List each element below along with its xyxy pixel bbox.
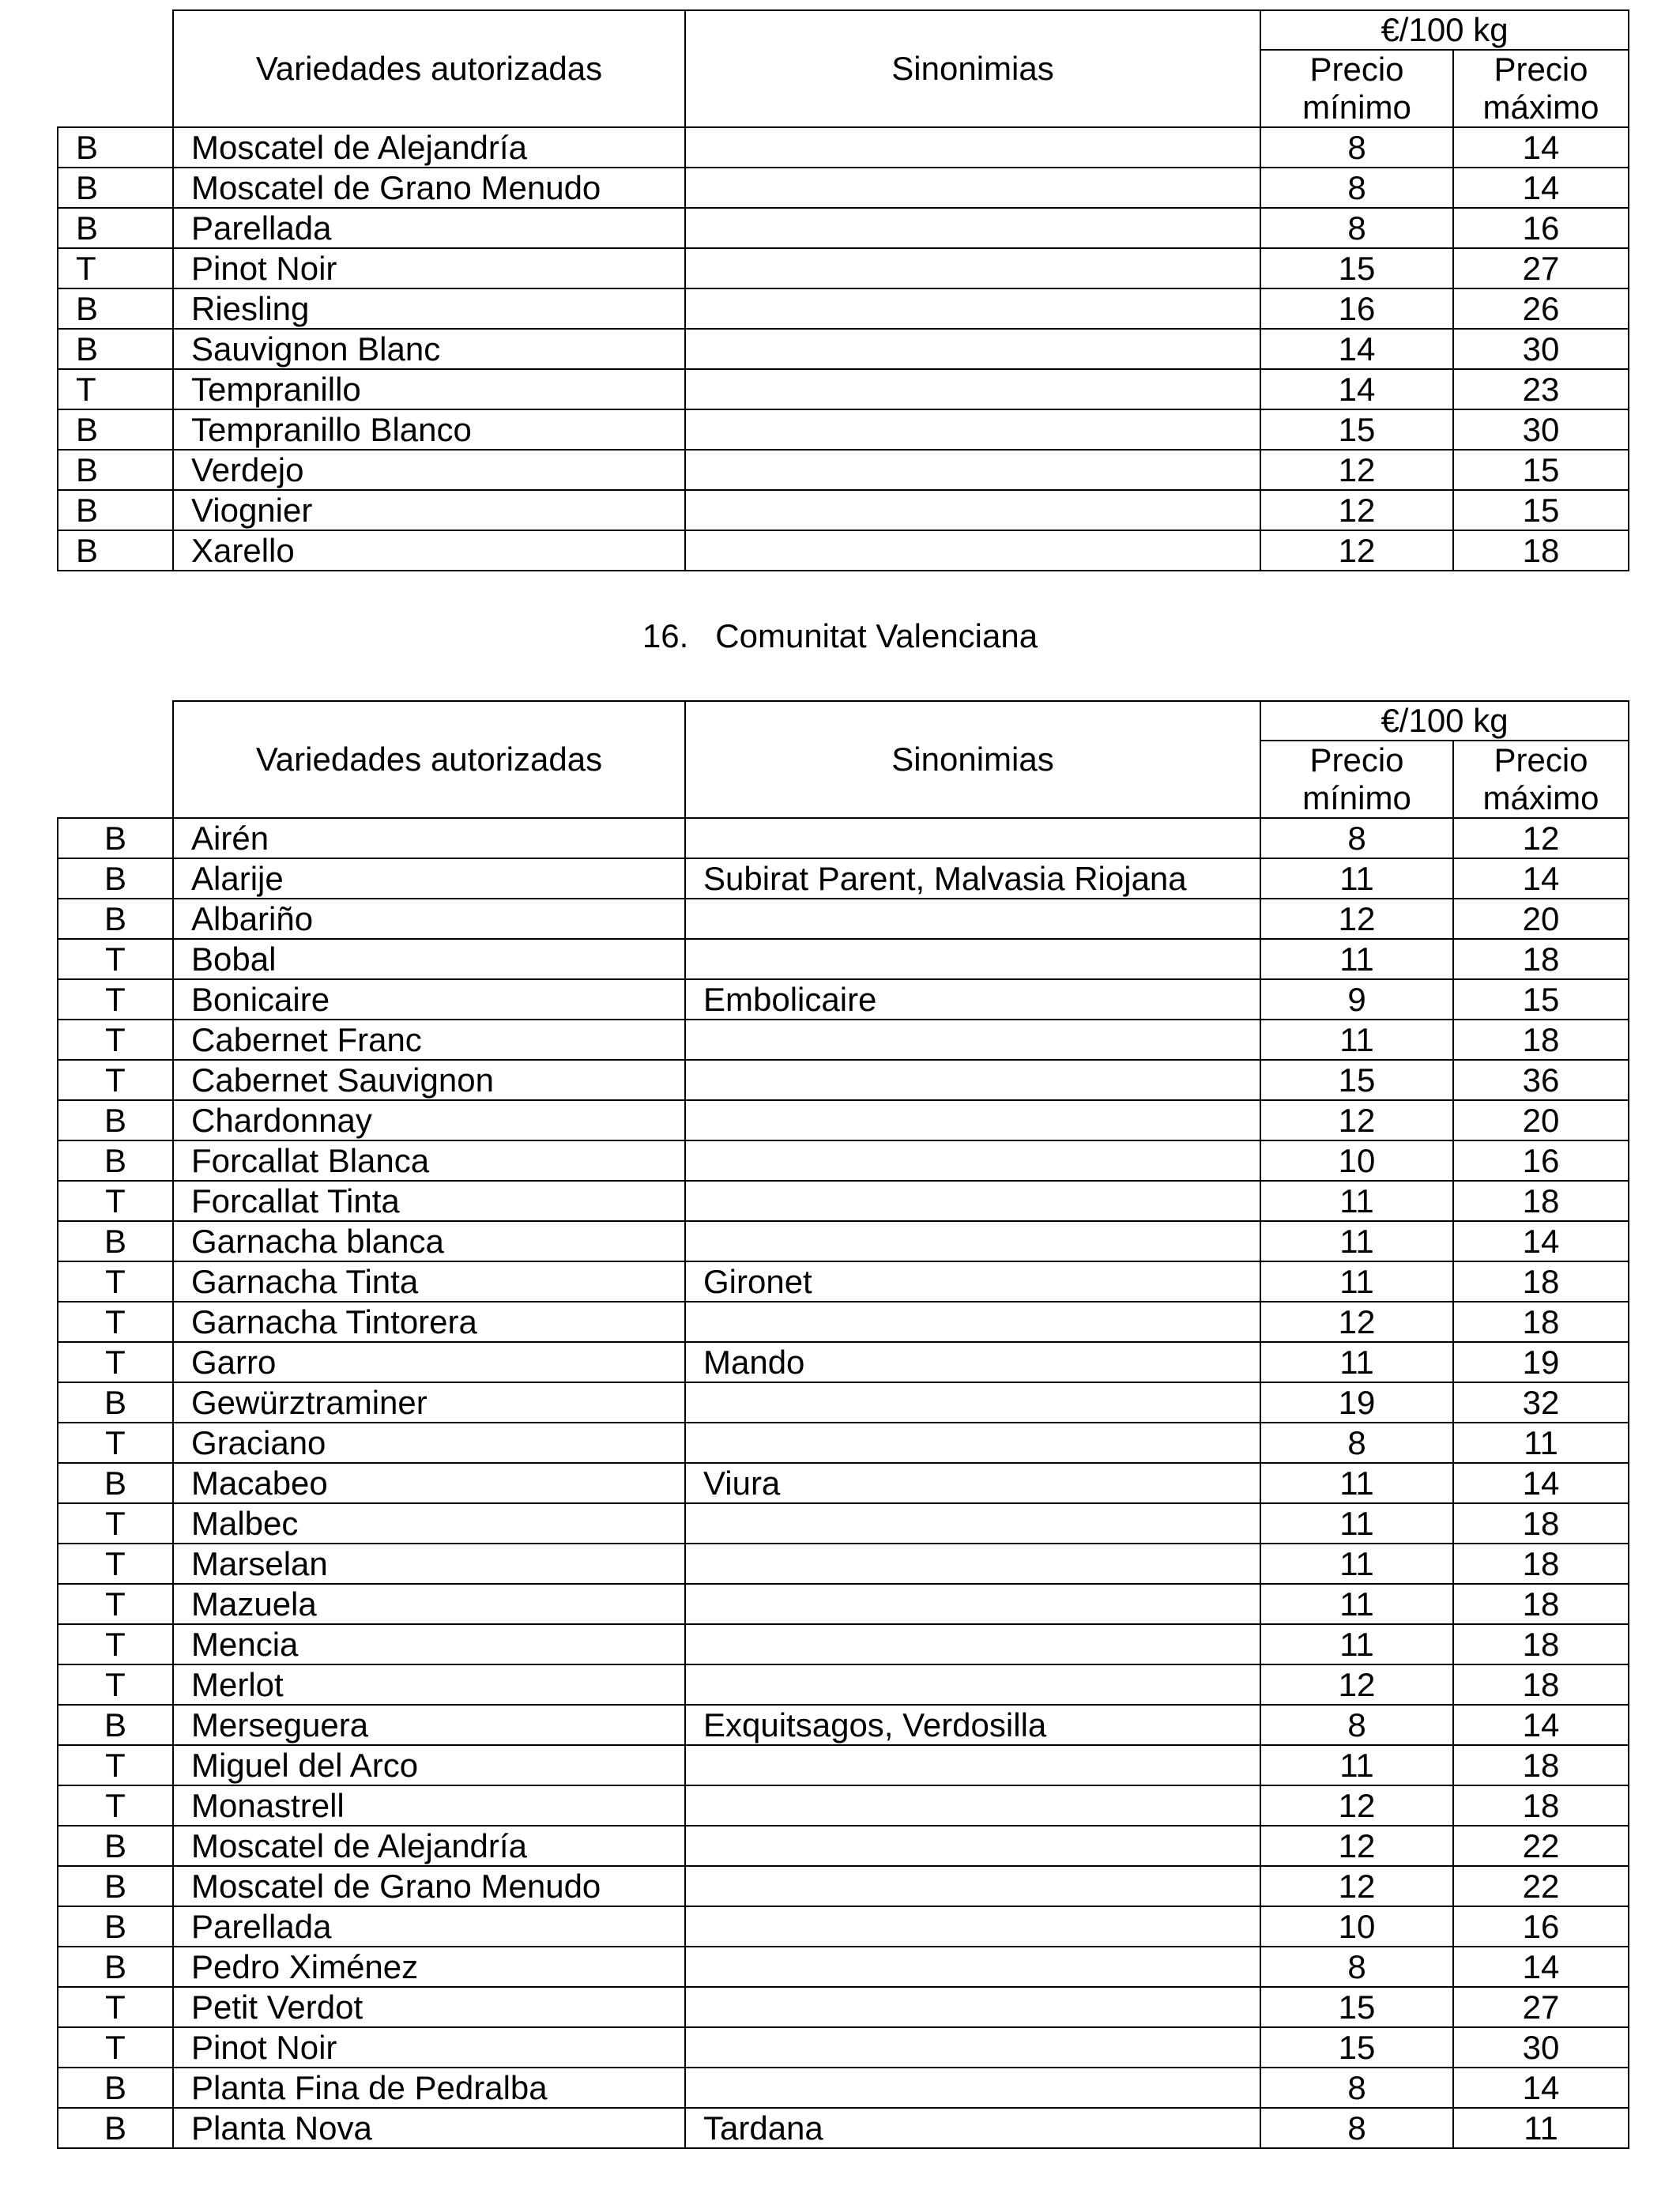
max-price-cell: 14: [1453, 2068, 1629, 2108]
table-row: [58, 939, 1629, 979]
max-price-cell: 14: [1453, 127, 1629, 168]
max-price-cell: 18: [1453, 1544, 1629, 1584]
class-cell: T: [58, 1785, 173, 1826]
synonym-cell: [685, 1664, 1260, 1705]
synonym-cell: [685, 818, 1260, 858]
max-price-cell: 16: [1453, 208, 1629, 248]
max-price-cell: 14: [1453, 168, 1629, 208]
variety-cell: Bonicaire: [173, 979, 685, 1020]
max-price-cell: 16: [1453, 1906, 1629, 1947]
max-price-cell: 30: [1453, 409, 1629, 450]
table-row: [58, 1020, 1629, 1060]
class-cell: B: [58, 1463, 173, 1503]
table-row: [58, 208, 1629, 248]
max-price-cell: 14: [1453, 1463, 1629, 1503]
min-price-cell: 12: [1260, 490, 1453, 530]
max-price-cell: 26: [1453, 288, 1629, 329]
synonym-cell: [685, 127, 1260, 168]
min-price-cell: 11: [1260, 1020, 1453, 1060]
max-price-cell: 22: [1453, 1826, 1629, 1866]
max-price-cell: 15: [1453, 490, 1629, 530]
min-price-cell: 12: [1260, 899, 1453, 939]
table-row: [58, 858, 1629, 899]
synonym-cell: Tardana: [685, 2108, 1260, 2148]
price-group-header: €/100 kg: [1260, 10, 1629, 50]
min-price-cell: 15: [1260, 1060, 1453, 1100]
class-cell: T: [58, 939, 173, 979]
variety-cell: Gewürztraminer: [173, 1382, 685, 1423]
class-cell: B: [58, 858, 173, 899]
variety-cell: Moscatel de Grano Menudo: [173, 1866, 685, 1906]
table-row: [58, 1745, 1629, 1785]
synonym-header: Sinonimias: [685, 701, 1260, 818]
synonym-cell: [685, 2027, 1260, 2068]
min-price-cell: 9: [1260, 979, 1453, 1020]
class-cell: B: [58, 208, 173, 248]
table-row: [58, 2068, 1629, 2108]
table-row: [58, 369, 1629, 409]
max-price-cell: 20: [1453, 899, 1629, 939]
min-price-cell: 12: [1260, 1664, 1453, 1705]
min-price-cell: 11: [1260, 1181, 1453, 1221]
variety-cell: Tempranillo: [173, 369, 685, 409]
class-header-cell: [58, 701, 173, 818]
synonym-cell: [685, 1947, 1260, 1987]
min-price-cell: 12: [1260, 530, 1453, 571]
variety-cell: Garnacha blanca: [173, 1221, 685, 1261]
class-cell: T: [58, 1624, 173, 1664]
table-row: [58, 1785, 1629, 1826]
table-row: [58, 1906, 1629, 1947]
class-cell: B: [58, 1221, 173, 1261]
min-price-cell: 15: [1260, 2027, 1453, 2068]
variety-header: Variedades autorizadas: [173, 10, 685, 127]
min-price-cell: 8: [1260, 168, 1453, 208]
max-price-header: Precio máximo: [1453, 50, 1629, 127]
min-price-cell: 11: [1260, 1463, 1453, 1503]
max-price-cell: 30: [1453, 329, 1629, 369]
min-price-cell: 14: [1260, 369, 1453, 409]
class-cell: T: [58, 248, 173, 288]
price-group-header: €/100 kg: [1260, 701, 1629, 741]
min-price-cell: 10: [1260, 1906, 1453, 1947]
table-row: [58, 2027, 1629, 2068]
synonym-cell: [685, 899, 1260, 939]
table-row: [58, 1100, 1629, 1140]
class-cell: B: [58, 490, 173, 530]
table-row: [58, 1342, 1629, 1382]
class-cell: T: [58, 1423, 173, 1463]
synonym-cell: [685, 530, 1260, 571]
synonym-cell: [685, 1785, 1260, 1826]
table-row: [58, 490, 1629, 530]
max-price-cell: 32: [1453, 1382, 1629, 1423]
max-price-cell: 18: [1453, 1020, 1629, 1060]
synonym-cell: [685, 1221, 1260, 1261]
variety-cell: Parellada: [173, 208, 685, 248]
synonym-cell: [685, 369, 1260, 409]
synonym-cell: [685, 1302, 1260, 1342]
synonym-cell: [685, 329, 1260, 369]
table-row: [58, 127, 1629, 168]
class-cell: T: [58, 1584, 173, 1624]
max-price-cell: 30: [1453, 2027, 1629, 2068]
synonym-cell: Mando: [685, 1342, 1260, 1382]
class-cell: B: [58, 1100, 173, 1140]
variety-cell: Merseguera: [173, 1705, 685, 1745]
max-price-cell: 14: [1453, 1947, 1629, 1987]
class-cell: B: [58, 450, 173, 490]
synonym-cell: [685, 1544, 1260, 1584]
min-price-cell: 8: [1260, 1705, 1453, 1745]
table-row: [58, 248, 1629, 288]
variety-cell: Malbec: [173, 1503, 685, 1544]
class-cell: B: [58, 127, 173, 168]
class-cell: T: [58, 1020, 173, 1060]
variety-cell: Pinot Noir: [173, 2027, 685, 2068]
min-price-cell: 8: [1260, 127, 1453, 168]
synonym-cell: [685, 2068, 1260, 2108]
table-row: [58, 818, 1629, 858]
synonym-cell: [685, 1624, 1260, 1664]
synonym-cell: [685, 288, 1260, 329]
prices-table-comunitat-valenciana: [57, 700, 1629, 2149]
class-cell: B: [58, 2108, 173, 2148]
class-cell: B: [58, 899, 173, 939]
variety-cell: Garnacha Tintorera: [173, 1302, 685, 1342]
synonym-cell: Viura: [685, 1463, 1260, 1503]
table-row: [58, 1261, 1629, 1302]
max-price-cell: 20: [1453, 1100, 1629, 1140]
table-row: [58, 1987, 1629, 2027]
synonym-cell: [685, 248, 1260, 288]
min-price-cell: 8: [1260, 818, 1453, 858]
class-cell: B: [58, 1382, 173, 1423]
class-cell: T: [58, 1261, 173, 1302]
min-price-cell: 12: [1260, 1826, 1453, 1866]
min-price-cell: 11: [1260, 858, 1453, 899]
table-row: [58, 1302, 1629, 1342]
table-row: [58, 530, 1629, 571]
min-price-cell: 15: [1260, 409, 1453, 450]
class-header-cell: [58, 10, 173, 127]
class-cell: T: [58, 1302, 173, 1342]
synonym-cell: [685, 1866, 1260, 1906]
min-price-cell: 12: [1260, 1302, 1453, 1342]
section-name: Comunitat Valenciana: [715, 617, 1038, 654]
min-price-cell: 12: [1260, 1100, 1453, 1140]
variety-cell: Alarije: [173, 858, 685, 899]
max-price-cell: 11: [1453, 2108, 1629, 2148]
class-cell: T: [58, 979, 173, 1020]
synonym-cell: [685, 1060, 1260, 1100]
variety-cell: Xarello: [173, 530, 685, 571]
min-price-cell: 15: [1260, 248, 1453, 288]
table-row: [58, 1382, 1629, 1423]
variety-cell: Parellada: [173, 1906, 685, 1947]
variety-cell: Marselan: [173, 1544, 685, 1584]
table-row: [58, 409, 1629, 450]
table-row: [58, 1463, 1629, 1503]
class-cell: T: [58, 2027, 173, 2068]
synonym-header: Sinonimias: [685, 10, 1260, 127]
synonym-cell: [685, 1906, 1260, 1947]
class-cell: T: [58, 369, 173, 409]
section-title: [0, 616, 1680, 656]
class-cell: T: [58, 1987, 173, 2027]
variety-cell: Merlot: [173, 1664, 685, 1705]
min-price-cell: 11: [1260, 939, 1453, 979]
variety-header: Variedades autorizadas: [173, 701, 685, 818]
variety-cell: Forcallat Blanca: [173, 1140, 685, 1181]
min-price-header: Precio mínimo: [1260, 741, 1453, 818]
variety-cell: Mencia: [173, 1624, 685, 1664]
min-price-cell: 11: [1260, 1503, 1453, 1544]
synonym-cell: [685, 1020, 1260, 1060]
class-cell: B: [58, 1140, 173, 1181]
max-price-cell: 14: [1453, 1221, 1629, 1261]
max-price-cell: 36: [1453, 1060, 1629, 1100]
synonym-cell: Exquitsagos, Verdosilla: [685, 1705, 1260, 1745]
class-cell: B: [58, 1705, 173, 1745]
synonym-cell: [685, 1826, 1260, 1866]
variety-cell: Chardonnay: [173, 1100, 685, 1140]
max-price-cell: 18: [1453, 939, 1629, 979]
max-price-cell: 18: [1453, 1624, 1629, 1664]
variety-cell: Tempranillo Blanco: [173, 409, 685, 450]
variety-cell: Airén: [173, 818, 685, 858]
table-row: [58, 1826, 1629, 1866]
variety-cell: Albariño: [173, 899, 685, 939]
min-price-cell: 15: [1260, 1987, 1453, 2027]
variety-cell: Sauvignon Blanc: [173, 329, 685, 369]
table-row: [58, 1423, 1629, 1463]
table-row: [58, 899, 1629, 939]
min-price-cell: 11: [1260, 1745, 1453, 1785]
table-row: [58, 1705, 1629, 1745]
class-cell: T: [58, 1060, 173, 1100]
min-price-cell: 8: [1260, 208, 1453, 248]
variety-cell: Planta Nova: [173, 2108, 685, 2148]
variety-cell: Mazuela: [173, 1584, 685, 1624]
max-price-cell: 27: [1453, 1987, 1629, 2027]
max-price-cell: 18: [1453, 1302, 1629, 1342]
table-row: [58, 1664, 1629, 1705]
variety-cell: Garnacha Tinta: [173, 1261, 685, 1302]
prices-table-previous-region: [57, 9, 1629, 571]
min-price-cell: 8: [1260, 1947, 1453, 1987]
synonym-cell: [685, 450, 1260, 490]
max-price-cell: 14: [1453, 1705, 1629, 1745]
synonym-cell: [685, 208, 1260, 248]
synonym-cell: [685, 1100, 1260, 1140]
max-price-cell: 18: [1453, 1181, 1629, 1221]
max-price-cell: 16: [1453, 1140, 1629, 1181]
synonym-cell: [685, 1181, 1260, 1221]
synonym-cell: Subirat Parent, Malvasia Riojana: [685, 858, 1260, 899]
min-price-cell: 11: [1260, 1221, 1453, 1261]
variety-cell: Planta Fina de Pedralba: [173, 2068, 685, 2108]
table-row: [58, 1584, 1629, 1624]
min-price-cell: 8: [1260, 2068, 1453, 2108]
class-cell: T: [58, 1181, 173, 1221]
max-price-cell: 15: [1453, 979, 1629, 1020]
table-row: [58, 450, 1629, 490]
max-price-cell: 18: [1453, 530, 1629, 571]
min-price-cell: 11: [1260, 1261, 1453, 1302]
synonym-cell: Gironet: [685, 1261, 1260, 1302]
max-price-cell: 27: [1453, 248, 1629, 288]
synonym-cell: [685, 168, 1260, 208]
class-cell: T: [58, 1745, 173, 1785]
variety-cell: Moscatel de Alejandría: [173, 127, 685, 168]
synonym-cell: [685, 939, 1260, 979]
max-price-cell: 18: [1453, 1785, 1629, 1826]
variety-cell: Monastrell: [173, 1785, 685, 1826]
min-price-cell: 10: [1260, 1140, 1453, 1181]
min-price-cell: 12: [1260, 1866, 1453, 1906]
section-number: 16.: [642, 617, 689, 654]
table-row: [58, 1866, 1629, 1906]
min-price-cell: 19: [1260, 1382, 1453, 1423]
min-price-cell: 8: [1260, 2108, 1453, 2148]
class-cell: B: [58, 530, 173, 571]
table-row: [58, 288, 1629, 329]
max-price-cell: 19: [1453, 1342, 1629, 1382]
class-cell: T: [58, 1342, 173, 1382]
variety-cell: Macabeo: [173, 1463, 685, 1503]
variety-cell: Petit Verdot: [173, 1987, 685, 2027]
synonym-cell: [685, 1423, 1260, 1463]
min-price-cell: 8: [1260, 1423, 1453, 1463]
synonym-cell: [685, 1382, 1260, 1423]
variety-cell: Riesling: [173, 288, 685, 329]
class-cell: T: [58, 1503, 173, 1544]
table-row: [58, 1624, 1629, 1664]
max-price-cell: 18: [1453, 1503, 1629, 1544]
class-cell: B: [58, 1866, 173, 1906]
table-row: [58, 1060, 1629, 1100]
table-row: [58, 1140, 1629, 1181]
synonym-cell: [685, 1584, 1260, 1624]
variety-cell: Miguel del Arco: [173, 1745, 685, 1785]
table-row: [58, 979, 1629, 1020]
synonym-cell: [685, 490, 1260, 530]
table-row: [58, 2108, 1629, 2148]
min-price-cell: 12: [1260, 450, 1453, 490]
synonym-cell: [685, 409, 1260, 450]
variety-cell: Cabernet Franc: [173, 1020, 685, 1060]
table-row: [58, 168, 1629, 208]
variety-cell: Cabernet Sauvignon: [173, 1060, 685, 1100]
class-cell: B: [58, 329, 173, 369]
variety-cell: Moscatel de Grano Menudo: [173, 168, 685, 208]
max-price-cell: 18: [1453, 1745, 1629, 1785]
max-price-cell: 23: [1453, 369, 1629, 409]
class-cell: B: [58, 168, 173, 208]
max-price-cell: 18: [1453, 1261, 1629, 1302]
variety-cell: Forcallat Tinta: [173, 1181, 685, 1221]
variety-cell: Pedro Ximénez: [173, 1947, 685, 1987]
class-cell: B: [58, 1947, 173, 1987]
min-price-header: Precio mínimo: [1260, 50, 1453, 127]
class-cell: B: [58, 1826, 173, 1866]
min-price-cell: 11: [1260, 1584, 1453, 1624]
variety-cell: Garro: [173, 1342, 685, 1382]
variety-cell: Bobal: [173, 939, 685, 979]
table-row: [58, 1221, 1629, 1261]
synonym-cell: Embolicaire: [685, 979, 1260, 1020]
variety-cell: Viognier: [173, 490, 685, 530]
variety-cell: Moscatel de Alejandría: [173, 1826, 685, 1866]
min-price-cell: 14: [1260, 329, 1453, 369]
class-cell: B: [58, 288, 173, 329]
table-row: [58, 1503, 1629, 1544]
synonym-cell: [685, 1745, 1260, 1785]
min-price-cell: 12: [1260, 1785, 1453, 1826]
max-price-cell: 14: [1453, 858, 1629, 899]
max-price-cell: 22: [1453, 1866, 1629, 1906]
table-row: [58, 1181, 1629, 1221]
min-price-cell: 11: [1260, 1342, 1453, 1382]
variety-cell: Graciano: [173, 1423, 685, 1463]
synonym-cell: [685, 1987, 1260, 2027]
class-cell: B: [58, 1906, 173, 1947]
class-cell: B: [58, 409, 173, 450]
table-row: [58, 1947, 1629, 1987]
max-price-header: Precio máximo: [1453, 741, 1629, 818]
max-price-cell: 15: [1453, 450, 1629, 490]
class-cell: B: [58, 818, 173, 858]
min-price-cell: 16: [1260, 288, 1453, 329]
synonym-cell: [685, 1140, 1260, 1181]
max-price-cell: 18: [1453, 1664, 1629, 1705]
table-row: [58, 329, 1629, 369]
table-row: [58, 1544, 1629, 1584]
min-price-cell: 11: [1260, 1624, 1453, 1664]
max-price-cell: 11: [1453, 1423, 1629, 1463]
variety-cell: Verdejo: [173, 450, 685, 490]
max-price-cell: 12: [1453, 818, 1629, 858]
class-cell: T: [58, 1664, 173, 1705]
class-cell: T: [58, 1544, 173, 1584]
max-price-cell: 18: [1453, 1584, 1629, 1624]
variety-cell: Pinot Noir: [173, 248, 685, 288]
class-cell: B: [58, 2068, 173, 2108]
synonym-cell: [685, 1503, 1260, 1544]
min-price-cell: 11: [1260, 1544, 1453, 1584]
